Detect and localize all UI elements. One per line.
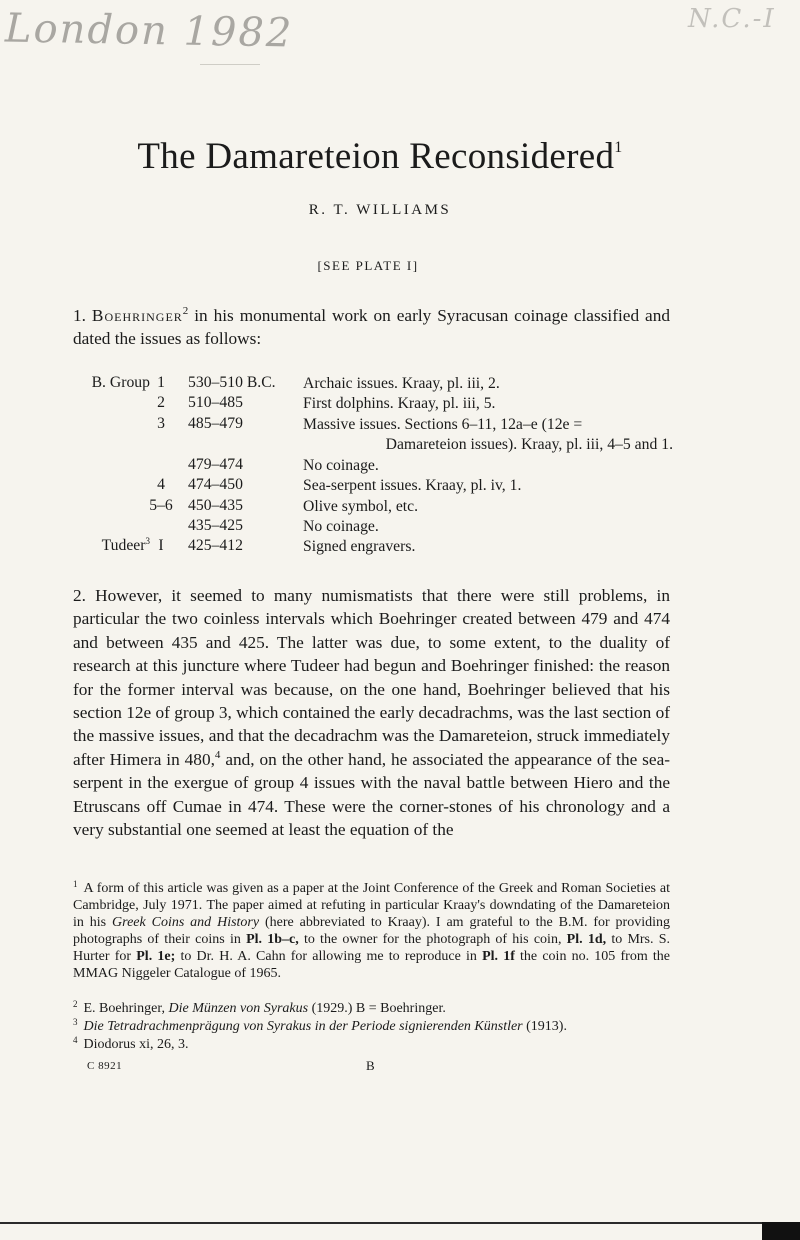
row-description-text: Archaic issues. Kraay, pl. iii, 2. xyxy=(303,375,500,392)
footnote-4-mark: 4 xyxy=(73,1035,78,1045)
row-description xyxy=(303,497,673,517)
plate-reference: [SEE PLATE I] xyxy=(317,258,419,273)
row-date: 435–425 xyxy=(188,516,243,534)
title-text: The Damareteion Reconsidered xyxy=(137,136,615,177)
row-date: 474–450 xyxy=(188,476,243,494)
row-description-text: Olive symbol, etc. xyxy=(303,497,419,515)
row-description xyxy=(303,415,673,456)
row-group-label: Tudeer xyxy=(101,537,146,555)
footnote-2-text-a: E. Boehringer, xyxy=(83,1001,169,1016)
row-date: 479–474 xyxy=(188,455,243,473)
handwritten-note-right: N.C.-I xyxy=(688,4,776,34)
row-group xyxy=(70,374,150,392)
footnote-4 xyxy=(73,1032,670,1053)
row-description-text: First dolphins. Kraay, pl. iii, 5. xyxy=(303,395,496,413)
row-section: 1 xyxy=(157,374,165,391)
footnote-2-mark: 2 xyxy=(73,999,78,1009)
footnote-3-text-b: (1913). xyxy=(522,1019,567,1034)
row-section: 3 xyxy=(157,414,165,432)
footnote-1-text-a: A form of this article was given as a paper at the Joint Conference of the Greek and Roman Societies at Cambridge, July 1971. The paper aimed at refuting in particular Kraay's downdating of the Damareteion in his xyxy=(73,881,670,930)
row-description xyxy=(303,394,673,414)
printer-signature: C 8921 xyxy=(87,1060,123,1072)
footnote-1-mark: 1 xyxy=(73,879,78,889)
row-description xyxy=(303,374,673,394)
footnote-2-text-b: (1929.) B = Boehringer. xyxy=(308,1001,446,1016)
paragraph-2 xyxy=(73,584,670,841)
row-section: I xyxy=(158,537,164,555)
footnote-1-text-d: to Mrs. S. Hurter for xyxy=(73,932,671,964)
row-description xyxy=(303,517,673,537)
row-date: 425–412 xyxy=(188,537,243,555)
footnote-3-mark: 3 xyxy=(73,1017,78,1027)
row-description-text: No coinage. xyxy=(303,517,379,535)
row-group-label: B. Group xyxy=(91,374,150,391)
paragraph-1-text: in his monumental work on early Syracusan coinage classified and dated the issues as follows: xyxy=(73,306,670,349)
footnote-ref-4: 4 xyxy=(214,748,221,761)
title-footnote-mark: 1 xyxy=(614,139,623,156)
paragraph-2-text-a: 2. However, it seemed to many numismatists that there were still problems, in particular the two coinless intervals which Boehringer created between 479 and 474 and between 435 and 425. The latter was due, to some extent, to the duality of research at this juncture where Tudeer had begun and Boehringer finished: the reason for the former interval was because, on the one hand, Boehringer believed that his section 12e of group 3, which contained the early decadrachms, was the last section of the massive issues, and that the decadrachm was the Damareteion, struck immediately after Himera in 480, xyxy=(73,586,670,769)
paragraph-1 xyxy=(73,304,670,351)
footnote-4-text: Diodorus xi, 26, 3. xyxy=(83,1037,189,1052)
row-date: 485–479 xyxy=(188,414,243,432)
row-description-text: Massive issues. Sections 6–11, 12a–e (12e = xyxy=(303,415,583,433)
row-description-text: No coinage. xyxy=(303,456,379,474)
footnote-1-text-e: to Dr. H. A. Cahn for allowing me to reproduce in xyxy=(175,949,483,964)
footnote-1-plate-ref-4: Pl. 1f xyxy=(482,949,515,964)
row-date: 450–435 xyxy=(188,496,243,514)
row-description xyxy=(303,476,673,496)
row-date: 530–510 B.C. xyxy=(188,374,276,391)
paragraph-1-number: 1. xyxy=(73,306,86,325)
page-bottom-edge xyxy=(0,1222,800,1224)
row-description xyxy=(303,456,673,476)
row-group xyxy=(70,537,150,555)
article-title xyxy=(0,135,760,178)
footnote-3-book-title: Die Tetradrachmenprägung von Syrakus in der Periode signierenden Künstler xyxy=(83,1019,523,1034)
footnote-2-book-title: Die Münzen von Syrakus xyxy=(168,1001,309,1016)
handwritten-underline xyxy=(200,64,260,65)
footnote-1-text-c: to the owner for the photograph of his coin, xyxy=(298,932,567,947)
footnote-1-text-f: the coin no. 105 from the MMAG Niggeler Catalogue of 1965. xyxy=(73,949,671,981)
row-section: 2 xyxy=(157,394,165,412)
row-description-continued: Damareteion issues). Kraay, pl. iii, 4–5 and 1. xyxy=(385,436,673,454)
footnote-1-plate-ref-3: Pl. 1e; xyxy=(136,949,176,964)
handwritten-note-left: London 1982 xyxy=(4,5,294,57)
row-description-text: Sea-serpent issues. Kraay, pl. iv, 1. xyxy=(303,477,522,495)
row-section: 5–6 xyxy=(149,496,173,514)
footnote-1-book-title: Greek Coins and History xyxy=(112,915,260,930)
paragraph-1-name: Boehringer xyxy=(91,306,183,325)
footnote-1-plate-ref-1: Pl. 1b–c, xyxy=(246,932,299,947)
scan-edge-mark xyxy=(762,1222,800,1240)
footnote-ref-2: 2 xyxy=(182,305,189,317)
row-section: 4 xyxy=(157,476,165,494)
author-name: R. T. WILLIAMS xyxy=(308,202,452,218)
row-footnote-mark: 3 xyxy=(145,536,150,547)
row-date: 510–485 xyxy=(188,394,243,412)
paragraph-2-text-b: and, on the other hand, he associated the appearance of the sea-serpent in the exergue of group 4 issues with the naval battle between Hiero and the Etruscans off Cumae in 474. These were the corner-stones of his chronology and a very substantial one seemed at least the equation of the xyxy=(73,749,670,840)
footnote-1-plate-ref-2: Pl. 1d, xyxy=(566,932,607,947)
row-description xyxy=(303,537,673,557)
footnote-1-text-b: (here abbreviated to Kraay). I am grateful to the B.M. for providing photographs of their coins in xyxy=(73,915,671,947)
row-description-text: Signed engravers. xyxy=(303,538,416,556)
sheet-mark: B xyxy=(366,1058,375,1073)
footnote-1 xyxy=(73,876,670,982)
